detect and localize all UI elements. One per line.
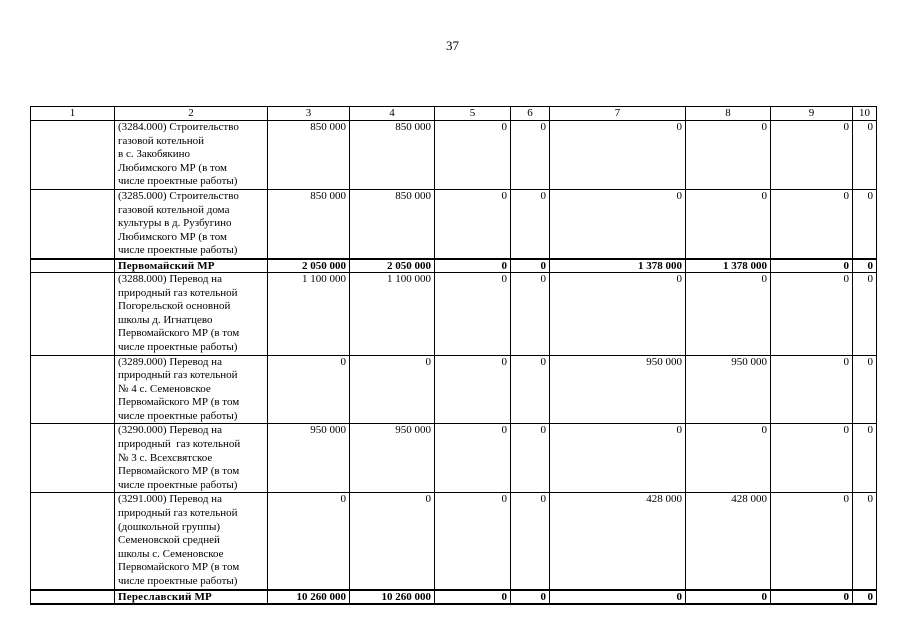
value-cell: 0 [550,189,686,258]
value-cell: 0 [771,189,853,258]
value-cell: 0 [550,590,686,604]
column-header: 9 [771,107,853,121]
description-cell [115,424,268,493]
value-cell: 10 260 000 [350,590,435,604]
value-cell: 0 [511,189,550,258]
description-line: природный газ котельной [118,438,241,451]
value-cell: 0 [853,259,877,273]
description-line: газовой котельной [118,134,205,147]
description-cell [115,121,268,190]
value-cell: 0 [268,493,350,590]
value-cell: 0 [350,355,435,424]
table-body [31,107,877,604]
empty-cell [31,121,115,190]
description-line: природный газ котельной [118,369,238,382]
value-cell: 0 [550,424,686,493]
description-line: (3291.000) Перевод на [118,493,222,506]
description-line: (3284.000) Строительство [118,121,239,133]
value-cell: 850 000 [268,189,350,258]
column-header: 7 [550,107,686,121]
description-line: № 4 с. Семеновское [118,382,211,395]
description-line: Переславский МР [118,590,212,603]
column-header: 8 [686,107,771,121]
description-line: № 3 с. Всехсвятское [118,451,213,464]
description-line: Первомайского МР (в том [118,396,240,409]
description-line: Любимского МР (в том [118,230,227,243]
value-cell: 1 378 000 [686,259,771,273]
table-row [31,355,877,424]
value-cell: 1 378 000 [550,259,686,273]
value-cell: 950 000 [550,355,686,424]
column-header: 3 [268,107,350,121]
table-row [31,121,877,190]
description-line: числе проектные работы) [118,575,238,587]
description-line: Любимского МР (в том [118,161,227,174]
description-line: (3288.000) Перевод на [118,272,222,285]
description-line: Первомайского МР (в том [118,465,240,478]
value-cell: 0 [511,590,550,604]
value-cell: 0 [771,259,853,273]
value-cell: 0 [853,590,877,604]
value-cell: 850 000 [350,189,435,258]
value-cell: 0 [350,493,435,590]
description-cell [115,493,268,590]
description-line: школы д. Игнатцево [118,313,213,326]
value-cell: 0 [511,259,550,273]
description-line: (3285.000) Строительство [118,189,239,202]
column-header: 10 [853,107,877,121]
description-cell [115,590,268,604]
value-cell: 0 [853,272,877,355]
value-cell: 0 [686,424,771,493]
page-number: 37 [446,38,459,53]
table-row [31,424,877,493]
description-line: Погорельской основной [118,300,231,313]
value-cell: 0 [771,355,853,424]
value-cell: 428 000 [686,493,771,590]
table-row [31,272,877,355]
description-line: числе проектные работы) [118,409,238,422]
empty-cell [31,272,115,355]
column-header: 5 [435,107,511,121]
value-cell: 0 [511,121,550,190]
value-cell: 0 [435,590,511,604]
value-cell: 0 [853,424,877,493]
description-line: газовой котельной дома [118,203,230,216]
value-cell: 0 [435,355,511,424]
description-line: числе проектные работы) [118,175,238,188]
value-cell: 0 [853,121,877,190]
value-cell: 0 [771,590,853,604]
description-line: (дошкольной группы) [118,520,221,533]
description-line: (3290.000) Перевод на [118,424,222,437]
table-row [31,189,877,258]
value-cell: 0 [771,424,853,493]
value-cell: 0 [435,493,511,590]
empty-cell [31,590,115,604]
empty-cell [31,424,115,493]
description-line: Первомайского МР (в том [118,561,240,574]
value-cell: 0 [435,259,511,273]
value-cell: 2 050 000 [268,259,350,273]
header-row [31,107,877,121]
value-cell: 0 [550,272,686,355]
subtotal-row [31,590,877,604]
value-cell: 0 [686,272,771,355]
value-cell: 950 000 [268,424,350,493]
value-cell: 0 [771,121,853,190]
description-line: числе проектные работы) [118,244,238,257]
value-cell: 0 [511,272,550,355]
description-cell [115,259,268,273]
column-header: 4 [350,107,435,121]
value-cell: 0 [853,189,877,258]
description-line: (3289.000) Перевод на [118,355,222,368]
value-cell: 0 [686,121,771,190]
description-line: культуры в д. Рузбугино [118,217,232,230]
value-cell: 2 050 000 [350,259,435,273]
description-line: школы с. Семеновское [118,547,224,560]
value-cell: 0 [435,424,511,493]
table-row [31,493,877,590]
value-cell: 0 [686,590,771,604]
empty-cell [31,355,115,424]
value-cell: 0 [686,189,771,258]
value-cell: 0 [771,493,853,590]
value-cell: 1 100 000 [268,272,350,355]
value-cell: 0 [550,121,686,190]
subtotal-row [31,259,877,273]
value-cell: 850 000 [268,121,350,190]
description-line: природный газ котельной [118,507,238,520]
empty-cell [31,259,115,273]
description-line: Первомайский МР [118,259,215,272]
value-cell: 950 000 [350,424,435,493]
budget-table [30,106,877,605]
value-cell: 0 [435,189,511,258]
value-cell: 0 [511,424,550,493]
value-cell: 0 [435,121,511,190]
description-cell [115,355,268,424]
value-cell: 0 [511,355,550,424]
description-cell [115,272,268,355]
description-cell [115,189,268,258]
value-cell: 0 [511,493,550,590]
value-cell: 10 260 000 [268,590,350,604]
description-line: в с. Закобякино [118,148,191,161]
description-line: природный газ котельной [118,286,238,299]
description-line: Первомайского МР (в том [118,327,240,340]
value-cell: 0 [268,355,350,424]
column-header: 6 [511,107,550,121]
description-line: числе проектные работы) [118,478,238,491]
empty-cell [31,189,115,258]
value-cell: 0 [853,355,877,424]
value-cell: 1 100 000 [350,272,435,355]
value-cell: 0 [771,272,853,355]
value-cell: 0 [853,493,877,590]
column-header: 2 [115,107,268,121]
empty-cell [31,493,115,590]
value-cell: 0 [435,272,511,355]
description-line: числе проектные работы) [118,340,238,353]
value-cell: 428 000 [550,493,686,590]
value-cell: 950 000 [686,355,771,424]
column-header: 1 [31,107,115,121]
value-cell: 850 000 [350,121,435,190]
description-line: Семеновской средней [118,534,220,547]
